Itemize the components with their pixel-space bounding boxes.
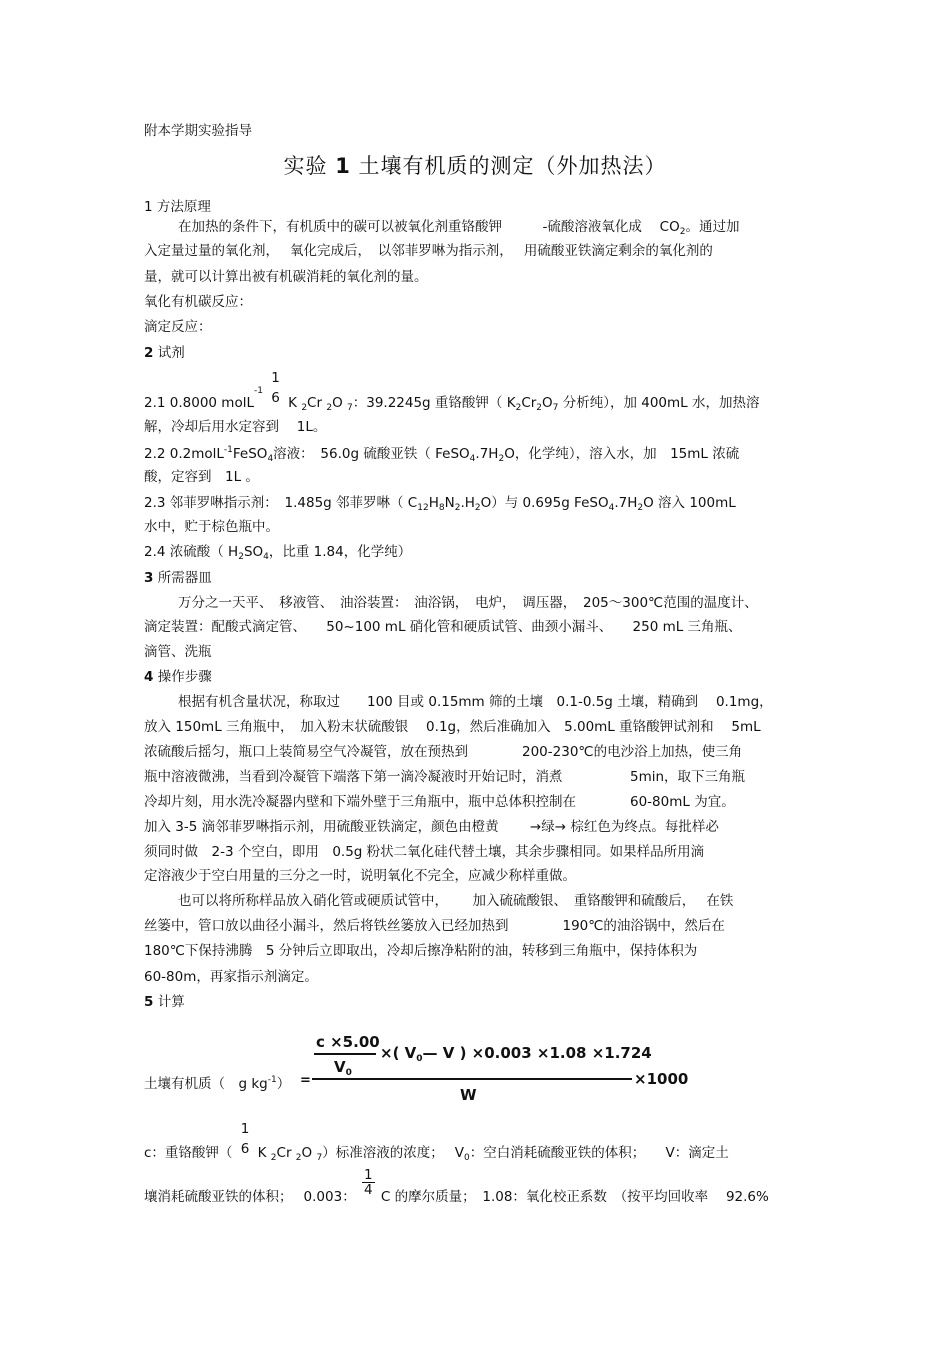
section-3-line-2: 滴定装置：配酸式滴定管、 50~100 mL 硝化管和硬质试管、曲颈小漏斗、 250 mL 三角瓶、 [144,619,742,635]
section-4-line-5: 冷却片刻，用水洗冷凝器内壁和下端外壁于三角瓶中，瓶中总体积控制在 60-80mL 为宜。 [144,794,735,810]
formula-multipliers: ×( $V_0—$ V ) ×0.003 ×1.08 ×1.724 [380,1044,652,1064]
section-3-line-1: 万分之一天平、 移液管、 油浴装置： 油浴锅， 电炉， 调压器， 205～300℃范围的温度计、 [178,595,758,611]
section-4-line-9: 也可以将所称样品放入硝化管或硬质试管中， 加入硫硫酸银、 重铬酸钾和硫酸后， 在铁 [178,893,734,909]
section-5-heading: 5 计算 [144,994,185,1010]
title-number: 1 [335,154,351,178]
section-4-line-2: 放入 150mL 三角瓶中， 加入粉末状硫酸银 0.1g，然后准确加入 5.00mL 重铬酸钾试剂和 5mL [144,719,761,735]
formula-inner-bar [314,1053,376,1055]
formula-tail: ×1000 [634,1070,689,1088]
section-1-line-2: 入定量过量的氧化剂， 氧化完成后， 以邻菲罗啉为指示剂， 用硫酸亚铁滴定剩余的氧化剂的 [144,243,713,259]
formula-equals: = [300,1073,311,1088]
reagent-2-2: 2.2 0.2molL$^{-1}$FeSO$_4$溶液： 56.0g 硫酸亚铁（ $FeSO_4.7H_2O$，化学纯），溶入水，加 15mL 浓硫 [144,445,740,464]
section-3-line-3: 滴管、洗瓶 [144,644,212,660]
formula-lhs: 土壤有机质（ g $kg^{-1}$） [144,1075,291,1092]
section-4-line-11: 180℃下保持沸腾 5 分钟后立即取出，冷却后擦净粘附的油，转移到三角瓶中，保持体积为 [144,943,698,959]
section-4-line-1: 根据有机含量状况，称取过 100 目或 0.15mm 筛的土壤 0.1-0.5g 土壤，精确到 0.1mg， [178,694,773,710]
section-1-line-4: 氧化有机碳反应： [144,294,252,310]
reagent-2-4: 2.4 浓硫酸（ $H_2SO_4$，比重 1.84，化学纯） [144,544,412,562]
reagent-2-3: 2.3 邻菲罗啉指示剂： 1.485g 邻菲罗啉（ $C_{12}H_8N_2.H_2O$）与 0.695g $FeSO_4.7H_2O$ 溶入 100mL [144,495,736,513]
section-4-line-10: 丝篓中，管口放以曲径小漏斗，然后将铁丝篓放入已经加热到 190℃的油浴锅中，然后在 [144,918,725,934]
title-text: 土壤有机质的测定（外加热法） [358,154,667,178]
fraction-one-fourth: $\frac{1}{4}$ [364,1167,373,1199]
section-1-heading: 1 方法原理 [144,199,211,215]
reagent-2-1-cont: 解，冷却后用水定容到 1L。 [144,419,327,435]
reagent-2-2-cont: 酸，定容到 1L 。 [144,469,259,485]
definition-line-1: c：重铬酸钾（ 1 6 K $_2$Cr $_2$O $_7$）标准溶液的浓度； $V_0$：空白消耗硫酸亚铁的体积； V：滴定土 [144,1121,729,1164]
section-4-line-12: 60-80m，再家指示剂滴定。 [144,969,318,985]
formula-inner-numerator: c ×5.00 [316,1033,380,1051]
section-1-line-3: 量，就可以计算出被有机碳消耗的氧化剂的量。 [144,269,428,285]
section-3-heading: 3 所需器皿 [144,570,212,586]
section-4-line-8: 定溶液少于空白用量的三分之一时，说明氧化不完全，应减少称样重做。 [144,868,576,884]
definition-line-2: 壤消耗硫酸亚铁的体积； 0.003： $\frac{1}{4}$ C 的摩尔质量； 1.08：氧化校正系数 （按平均回收率 92.6% [144,1167,769,1205]
section-4-line-7: 须同时做 2-3 个空白，即用 0.5g 粉状二氧化硅代替土壤，其余步骤相同。如果样品所用滴 [144,844,705,860]
organic-matter-formula [144,1030,844,1110]
page-title [0,150,950,180]
title-prefix: 实验 [283,154,328,178]
appendix-label: 附本学期实验指导 [144,123,252,139]
section-4-heading: 4 操作步骤 [144,669,212,685]
reagent-2-1: 2.1 0.8000 molL$^{-1}$ 1 6 K $_2$Cr $_2$O $_7$：39.2245g 重铬酸钾（ $K_2Cr_2O_7$ 分析纯），加 400mL 水，加热溶 [144,370,760,414]
section-1-line-5: 滴定反应： [144,319,212,335]
section-1-line-1: 在加热的条件下，有机质中的碳可以被氧化剂重铬酸钾 -硫酸溶液氧化成 $CO_2$。通过加 [178,219,740,237]
fraction-one-sixth: 1 6 [271,370,280,407]
section-2-heading: 2 试剂 [144,345,185,361]
section-4-line-6: 加入 3-5 滴邻菲罗啉指示剂，用硫酸亚铁滴定，颜色由橙黄 →绿→ 棕红色为终点。每批样必 [144,819,719,835]
reagent-2-3-cont: 水中，贮于棕色瓶中。 [144,519,279,535]
fraction-one-sixth-def: 1 6 [240,1121,250,1158]
section-4-line-3: 浓硫酸后摇匀，瓶口上装简易空气冷凝管，放在预热到 200-230℃的电沙浴上加热，使三角 [144,744,743,760]
formula-denominator: W [460,1086,477,1104]
formula-inner-denominator: $V_0$ [334,1058,352,1078]
section-4-line-4: 瓶中溶液微沸，当看到冷凝管下端落下第一滴冷凝液时开始记时，消煮 5min，取下三角瓶 [144,769,746,785]
formula-main-bar [312,1078,632,1080]
